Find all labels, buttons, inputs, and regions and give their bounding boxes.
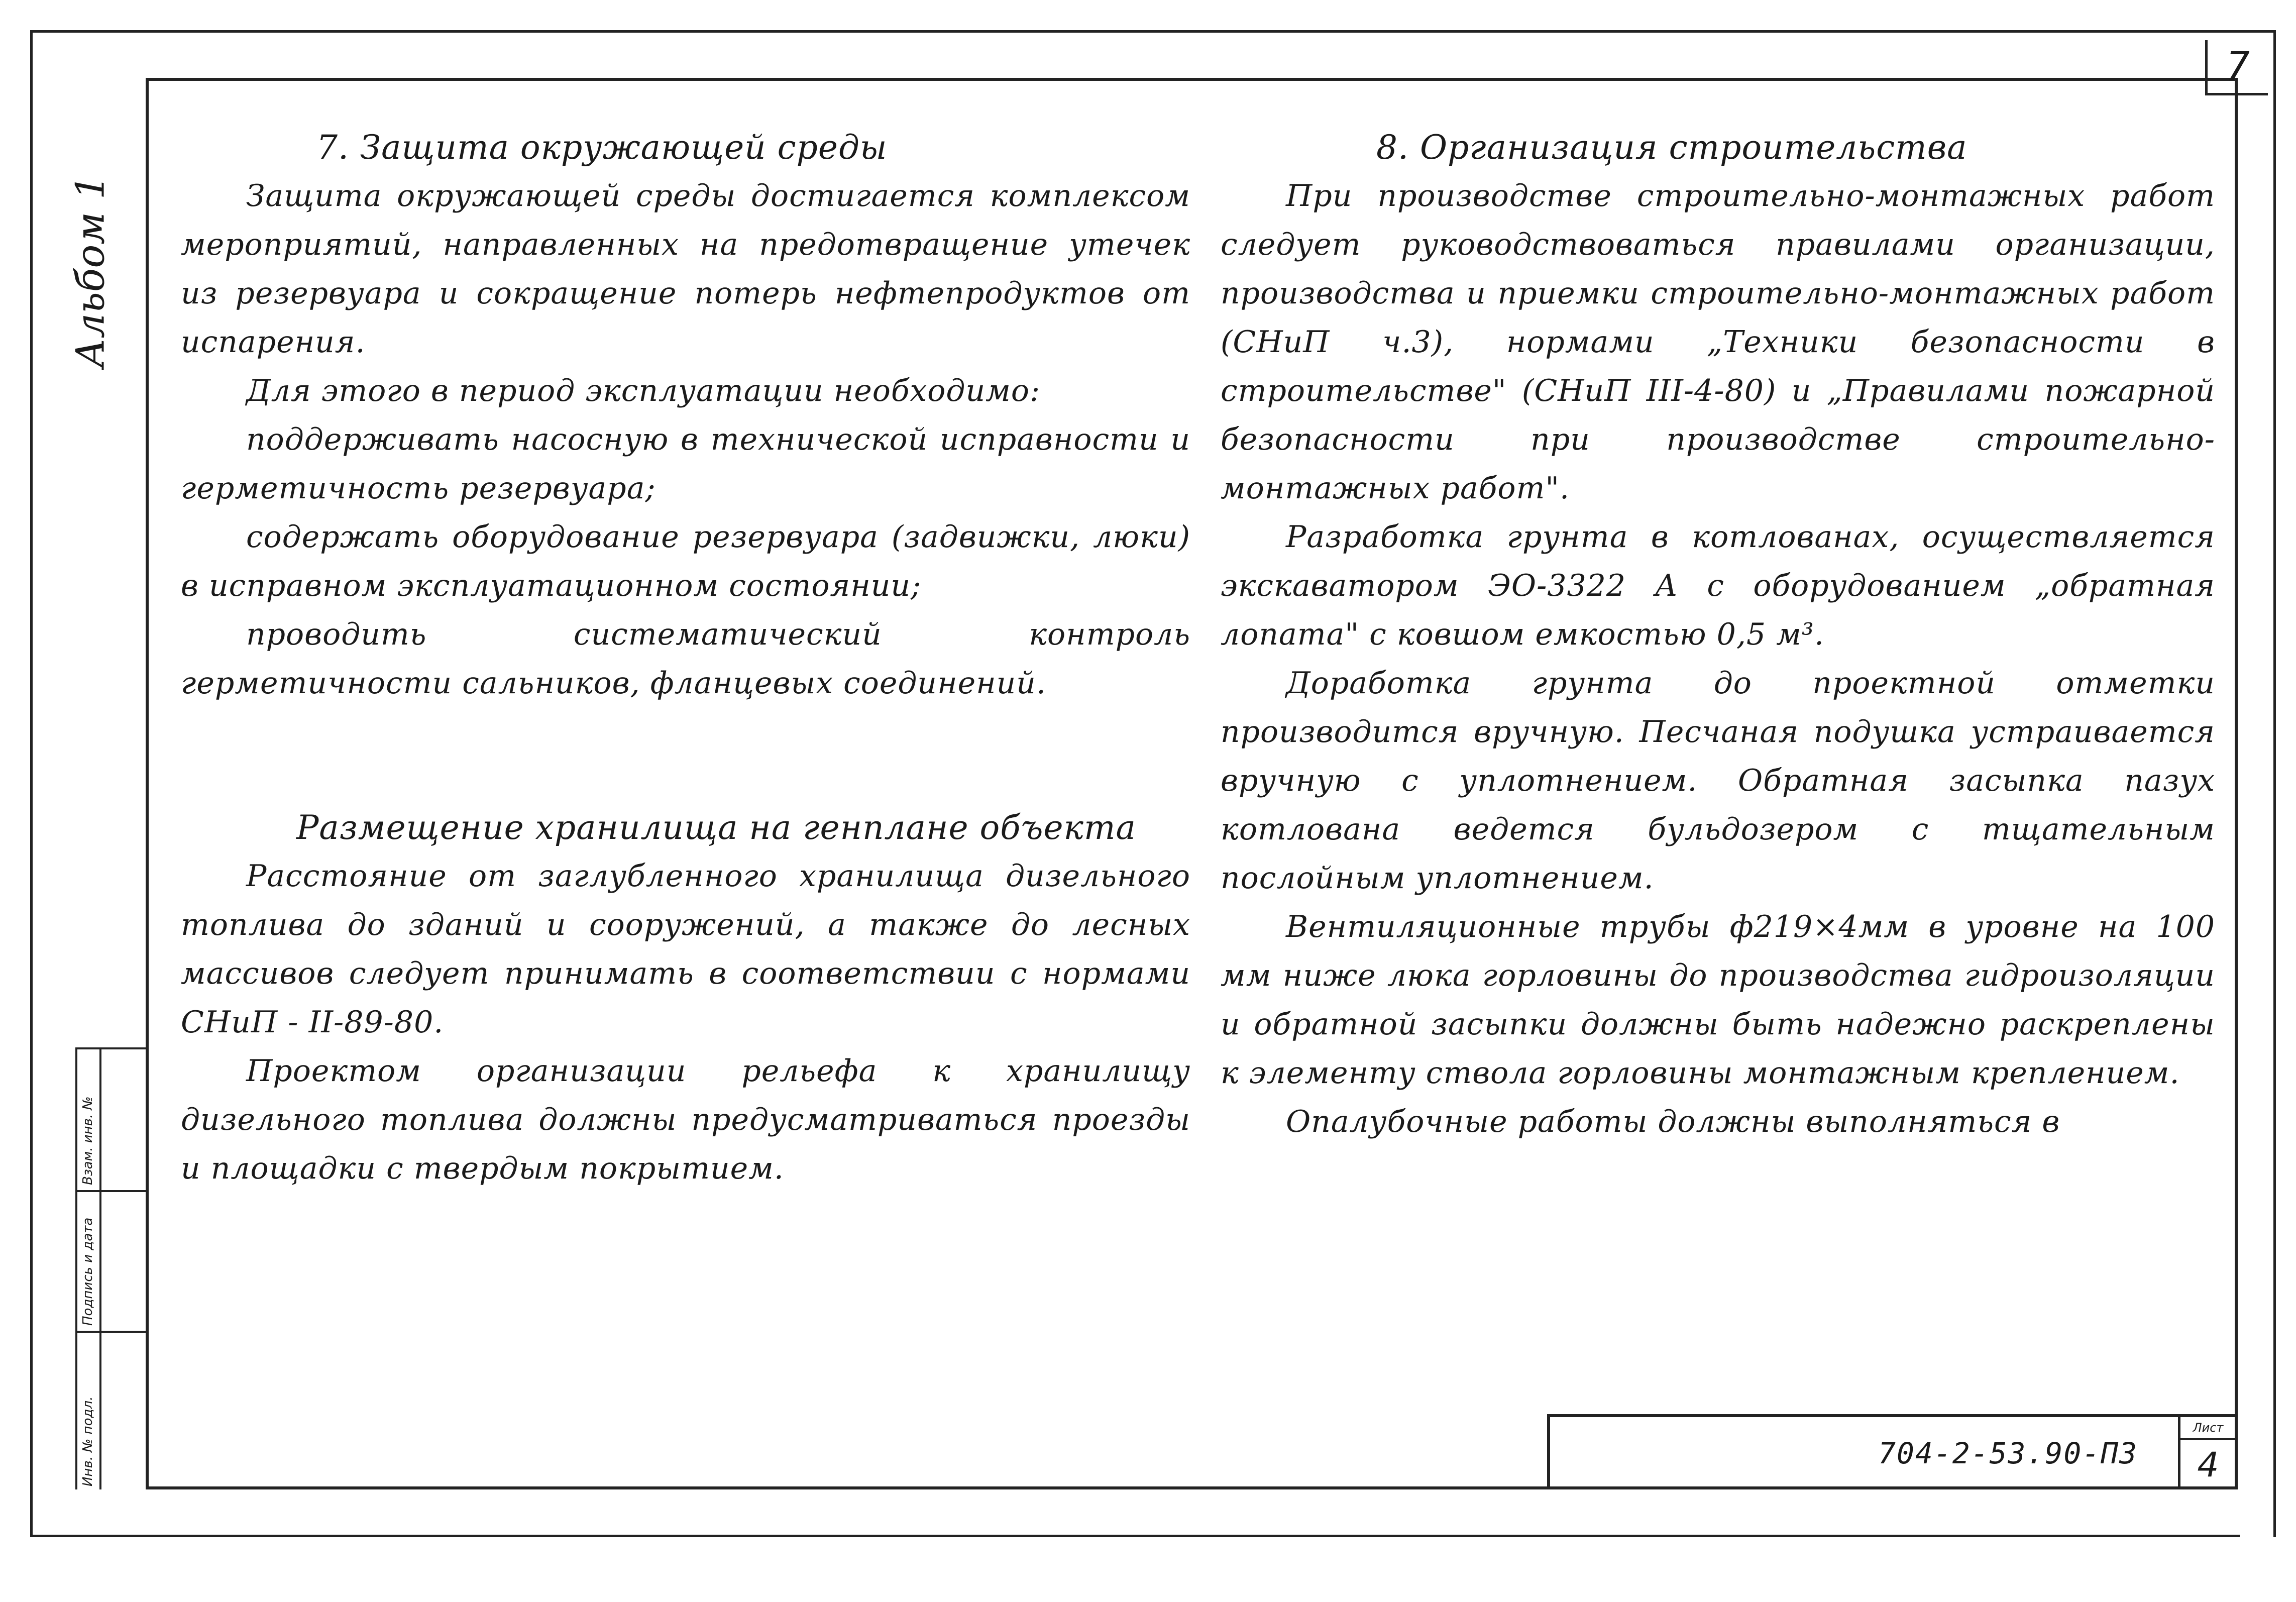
stamp-divider — [77, 1331, 146, 1333]
album-label-text: Альбом 1 — [68, 174, 114, 368]
spacer — [181, 708, 1190, 803]
paragraph: поддерживать насосную в технической исправности и герметичность резервуара; — [181, 422, 1190, 506]
approval-stamp-strip — [75, 1047, 146, 1489]
stamp-signature-date: Подпись и дата — [80, 1217, 95, 1326]
paragraph: При производстве строительно-монтажных работ следует руководствоваться правилами организации, производства и приемки строительно-монтажных работ (СНиП ч.3), нормами „Техники безопасности в строительстве" (СНиП III-4-80) и „Правилами пожарной безопасности при производстве строительно-монтажных работ". — [1221, 178, 2215, 506]
paragraph: содержать оборудование резервуара (задвижки, люки) в исправном эксплуатационном состоянии; — [181, 519, 1190, 603]
sheet-number: 4 — [2197, 1445, 2219, 1485]
section-8-heading: 8. Организация строительства — [1376, 128, 1967, 167]
album-label — [50, 151, 131, 392]
paragraph: Защита окружающей среды достигается комплексом мероприятий, направленных на предотвращение утечек из резервуара и сокращение потерь нефтепродуктов от испарения. — [181, 178, 1190, 360]
bottom-border-line — [30, 1535, 2240, 1537]
stamp-inv-no: Инв. № подл. — [80, 1396, 95, 1486]
paragraph: Расстояние от заглубленного хранилища дизельного топлива до зданий и сооружений, а также до лесных массивов следует принимать в соответствии с нормами СНиП - II-89-80. — [181, 859, 1190, 1040]
paragraph: проводить систематический контроль герметичности сальников, фланцевых соединений. — [181, 617, 1190, 701]
paragraph: Вентиляционные трубы ф219×4мм в уровне на 100 мм ниже люка горловины до производства гидроизоляции и обратной засыпки должны быть надежно раскреплены к элементу ствола горловины монтажным креплением. — [1221, 909, 2215, 1091]
paragraph: Для этого в период эксплуатации необходимо: — [246, 373, 1041, 408]
title-block — [1547, 1414, 2238, 1489]
right-text-column — [1221, 123, 2215, 1146]
page-number: 7 — [2205, 40, 2268, 95]
paragraph: Проектом организации рельефа к хранилищу дизельного топлива должны предусматриваться проезды и площадки с твердым покрытием. — [181, 1053, 1190, 1186]
paragraph: Доработка грунта до проектной отметки производится вручную. Песчаная подушка устраивается вручную с уплотнением. Обратная засыпка пазух котлована ведется бульдозером с тщательным послойным уплотнением. — [1221, 666, 2215, 896]
stamp-replace-inv: Взам. инв. № — [80, 1096, 95, 1185]
sheet-cell — [2178, 1417, 2236, 1489]
paragraph: Опалубочные работы должны выполняться в — [1286, 1104, 2060, 1139]
section-7-heading: 7. Защита окружающей среды — [316, 128, 888, 167]
left-text-column — [181, 123, 1190, 1193]
document-code: 704-2-53.90-ПЗ — [1878, 1436, 2138, 1470]
site-plan-subheading: Размещение хранилища на генплане объекта — [296, 808, 1136, 847]
stamp-divider — [99, 1049, 101, 1489]
paragraph: Разработка грунта в котлованах, осуществляется экскаватором ЭО-3322 А с оборудованием „обратная лопата" с ковшом емкостью 0,5 м³. — [1221, 519, 2215, 652]
stamp-divider — [77, 1190, 146, 1192]
sheet-label: Лист — [2180, 1417, 2236, 1440]
